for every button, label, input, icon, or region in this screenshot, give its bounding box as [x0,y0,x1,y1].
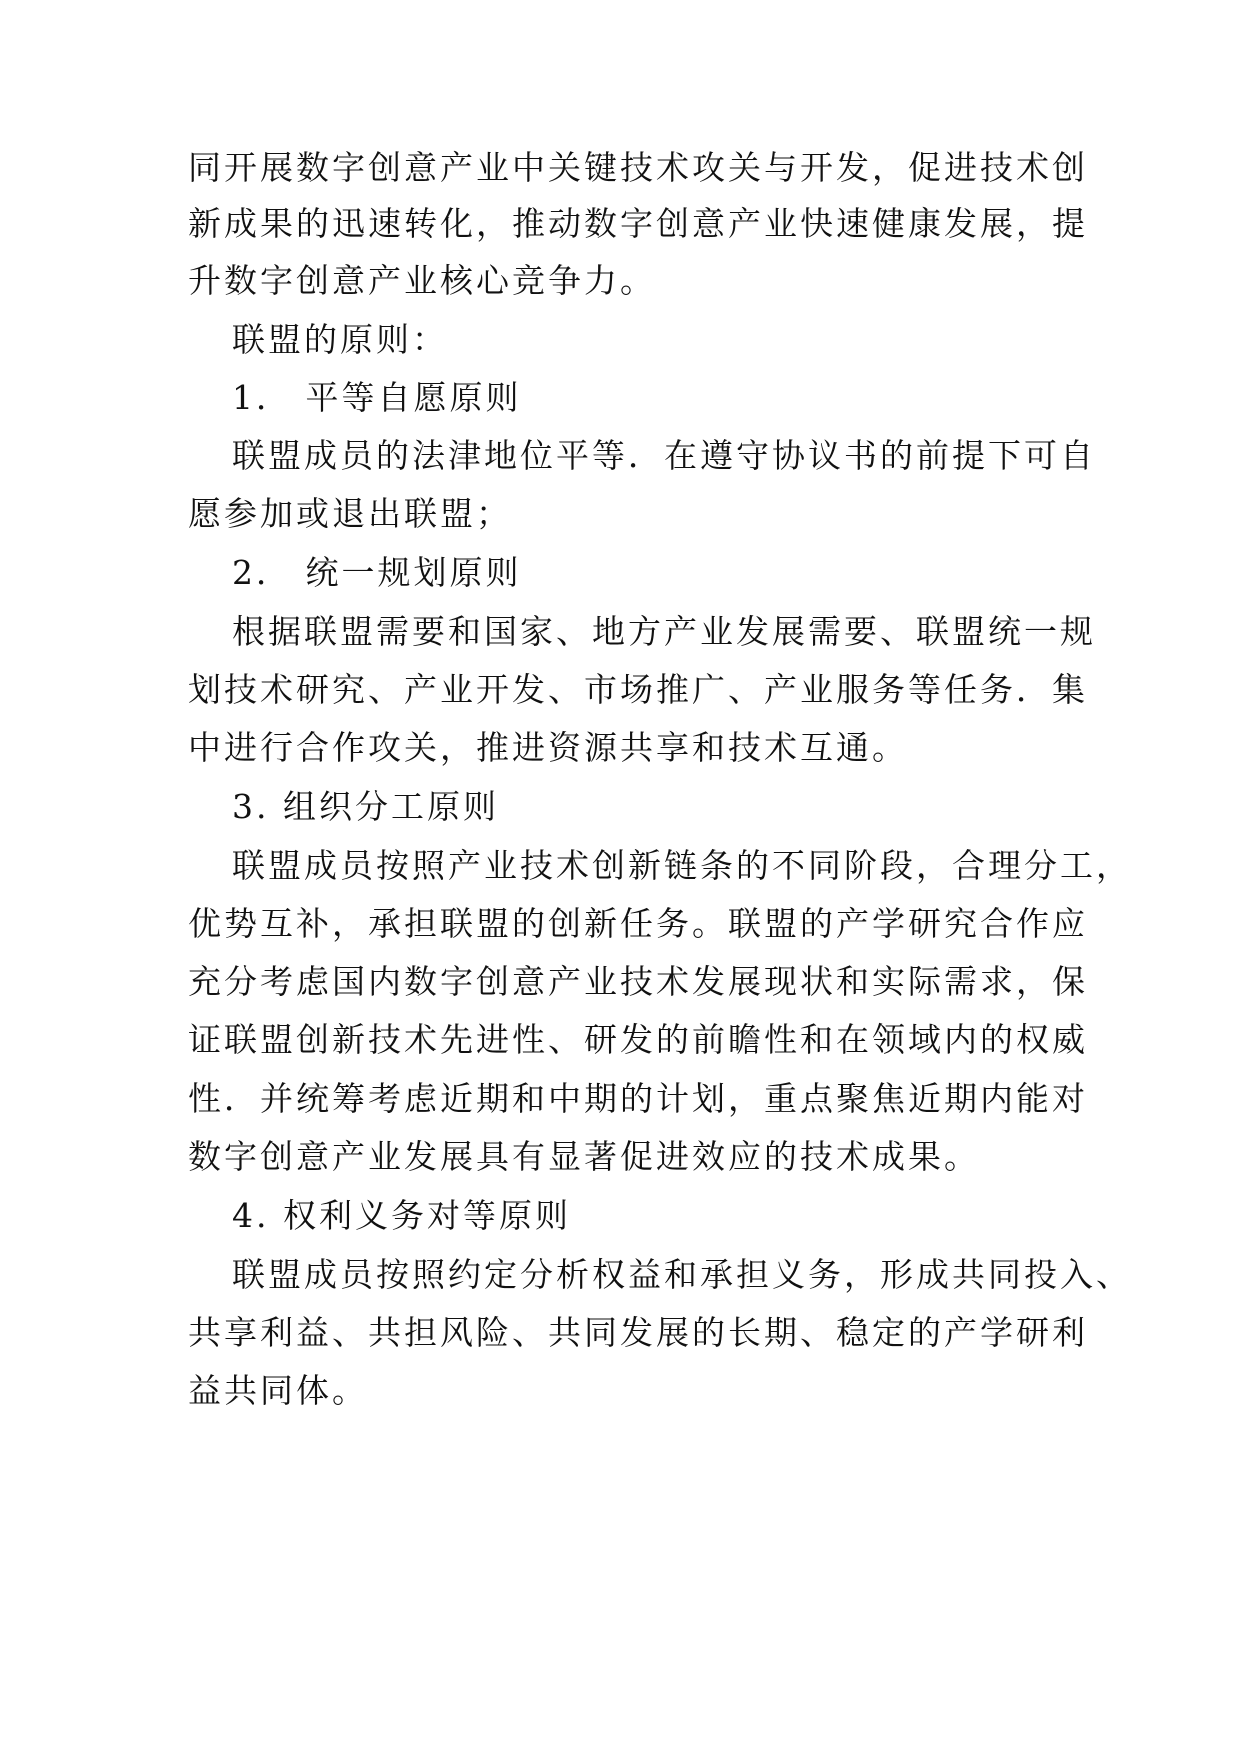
text-line: 性．并统筹考虑近期和中期的计划，重点聚焦近期内能对 [188,1079,1088,1118]
section-heading: 联盟的原则： [232,320,448,359]
text-line: 充分考虑国内数字创意产业技术发展现状和实际需求，保 [188,962,1088,1001]
text-line: 同开展数字创意产业中关键技术攻关与开发，促进技术创 [188,148,1088,187]
text-line: 优势互补，承担联盟的创新任务。联盟的产学研究合作应 [188,904,1088,943]
text-line: 共享利益、共担风险、共同发展的长期、稳定的产学研利 [188,1313,1088,1352]
text-line: 数字创意产业发展具有显著促进效应的技术成果。 [188,1137,980,1176]
text-line: 升数字创意产业核心竞争力。 [188,261,656,300]
text-line: 中进行合作攻关，推进资源共享和技术互通。 [188,728,908,767]
text-line: 联盟成员的法津地位平等．在遵守协议书的前提下可自 [232,436,1096,475]
text-line: 联盟成员按照约定分析权益和承担义务，形成共同投入、 [232,1255,1132,1294]
text-line: 划技术研究、产业开发、市场推广、产业服务等任务．集 [188,670,1088,709]
text-line: 新成果的迅速转化，推动数字创意产业快速健康发展，提 [188,204,1088,243]
text-line: 联盟成员按照产业技术创新链条的不同阶段，合理分工， [232,846,1132,885]
text-line: 愿参加或退出联盟； [188,494,512,533]
text-line: 根据联盟需要和国家、地方产业发展需要、联盟统一规 [232,612,1096,651]
text-line: 证联盟创新技术先进性、研发的前瞻性和在领域内的权威 [188,1020,1088,1059]
principle-heading: 2． 统一规划原则 [232,553,522,592]
text-line: 益共同体。 [188,1371,368,1410]
principle-heading: 3. 组织分工原则 [232,787,499,826]
principle-heading: 1． 平等自愿原则 [232,378,522,417]
principle-heading: 4. 权利义务对等原则 [232,1196,571,1235]
